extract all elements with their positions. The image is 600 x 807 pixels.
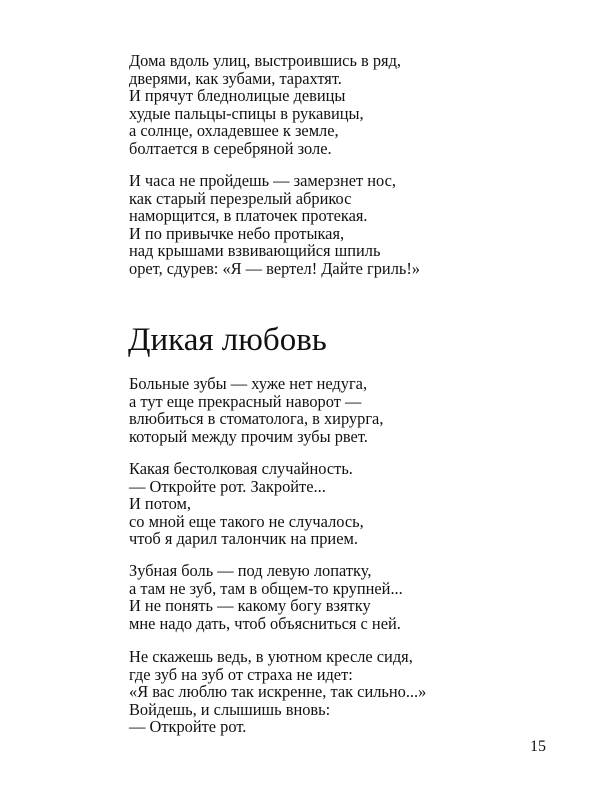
- verse-line: худые пальцы-спицы в рукавицы,: [129, 103, 364, 123]
- poem-stanza-2: [129, 460, 569, 548]
- verse-line: Не скажешь ведь, в уютном кресле сидя,: [129, 647, 413, 666]
- verse-line: Зубная боль — под левую лопатку,: [129, 561, 372, 580]
- verse-line: Больные зубы — хуже нет недуга,: [129, 374, 368, 393]
- poem-title: Дикая любовь: [128, 322, 327, 358]
- verse-line: а тут еще прекрасный наворот —: [129, 391, 362, 411]
- verse-line: Войдешь, и слышишь вновь:: [129, 699, 331, 719]
- verse-line: со мной еще такого не случалось,: [129, 511, 364, 531]
- verse-line: где зуб на зуб от страха не идет:: [129, 664, 353, 684]
- previous-poem-stanza-1: [129, 52, 569, 158]
- previous-poem-stanza-2: [129, 172, 569, 278]
- verse-line: И по привычке небо протыкая,: [129, 223, 345, 243]
- verse-line: мне надо дать, чтоб объясниться с ней.: [129, 613, 401, 633]
- poem-stanza-4: [129, 648, 569, 736]
- verse-line: — Откройте рот.: [129, 717, 247, 737]
- verse-line: а солнце, охладевшее к земле,: [129, 121, 339, 141]
- poem-stanza-3: [129, 562, 569, 632]
- verse-line: И часа не пройдешь — замерзнет нос,: [129, 171, 396, 190]
- verse-line: Дома вдоль улиц, выстроившись в ряд,: [129, 51, 402, 70]
- verse-line: а там не зуб, там в общем-то крупней...: [129, 578, 403, 598]
- verse-line: болтается в серебряной золе.: [129, 138, 332, 158]
- verse-line: И прячут бледнолицые девицы: [129, 86, 346, 106]
- poem-stanza-1: [129, 375, 569, 445]
- verse-line: «Я вас люблю так искренне, так сильно...»: [129, 682, 427, 702]
- page-number: 15: [530, 738, 546, 755]
- verse-line: чтоб я дарил талончик на прием.: [129, 529, 358, 549]
- verse-line: который между прочим зубы рвет.: [129, 426, 368, 446]
- verse-line: И не понять — какому богу взятку: [129, 596, 371, 616]
- verse-line: над крышами взвивающийся шпиль: [129, 241, 381, 261]
- verse-line: наморщится, в платочек протекая.: [129, 206, 368, 226]
- verse-line: орет, сдурев: «Я — вертел! Дайте гриль!»: [129, 258, 421, 278]
- verse-line: дверями, как зубами, тарахтят.: [129, 68, 342, 88]
- verse-line: как старый перезрелый абрикос: [129, 188, 352, 208]
- verse-line: влюбиться в стоматолога, в хирурга,: [129, 409, 384, 429]
- verse-line: — Откройте рот. Закройте...: [129, 476, 326, 496]
- verse-line: И потом,: [129, 494, 191, 514]
- verse-line: Какая бестолковая случайность.: [129, 459, 353, 478]
